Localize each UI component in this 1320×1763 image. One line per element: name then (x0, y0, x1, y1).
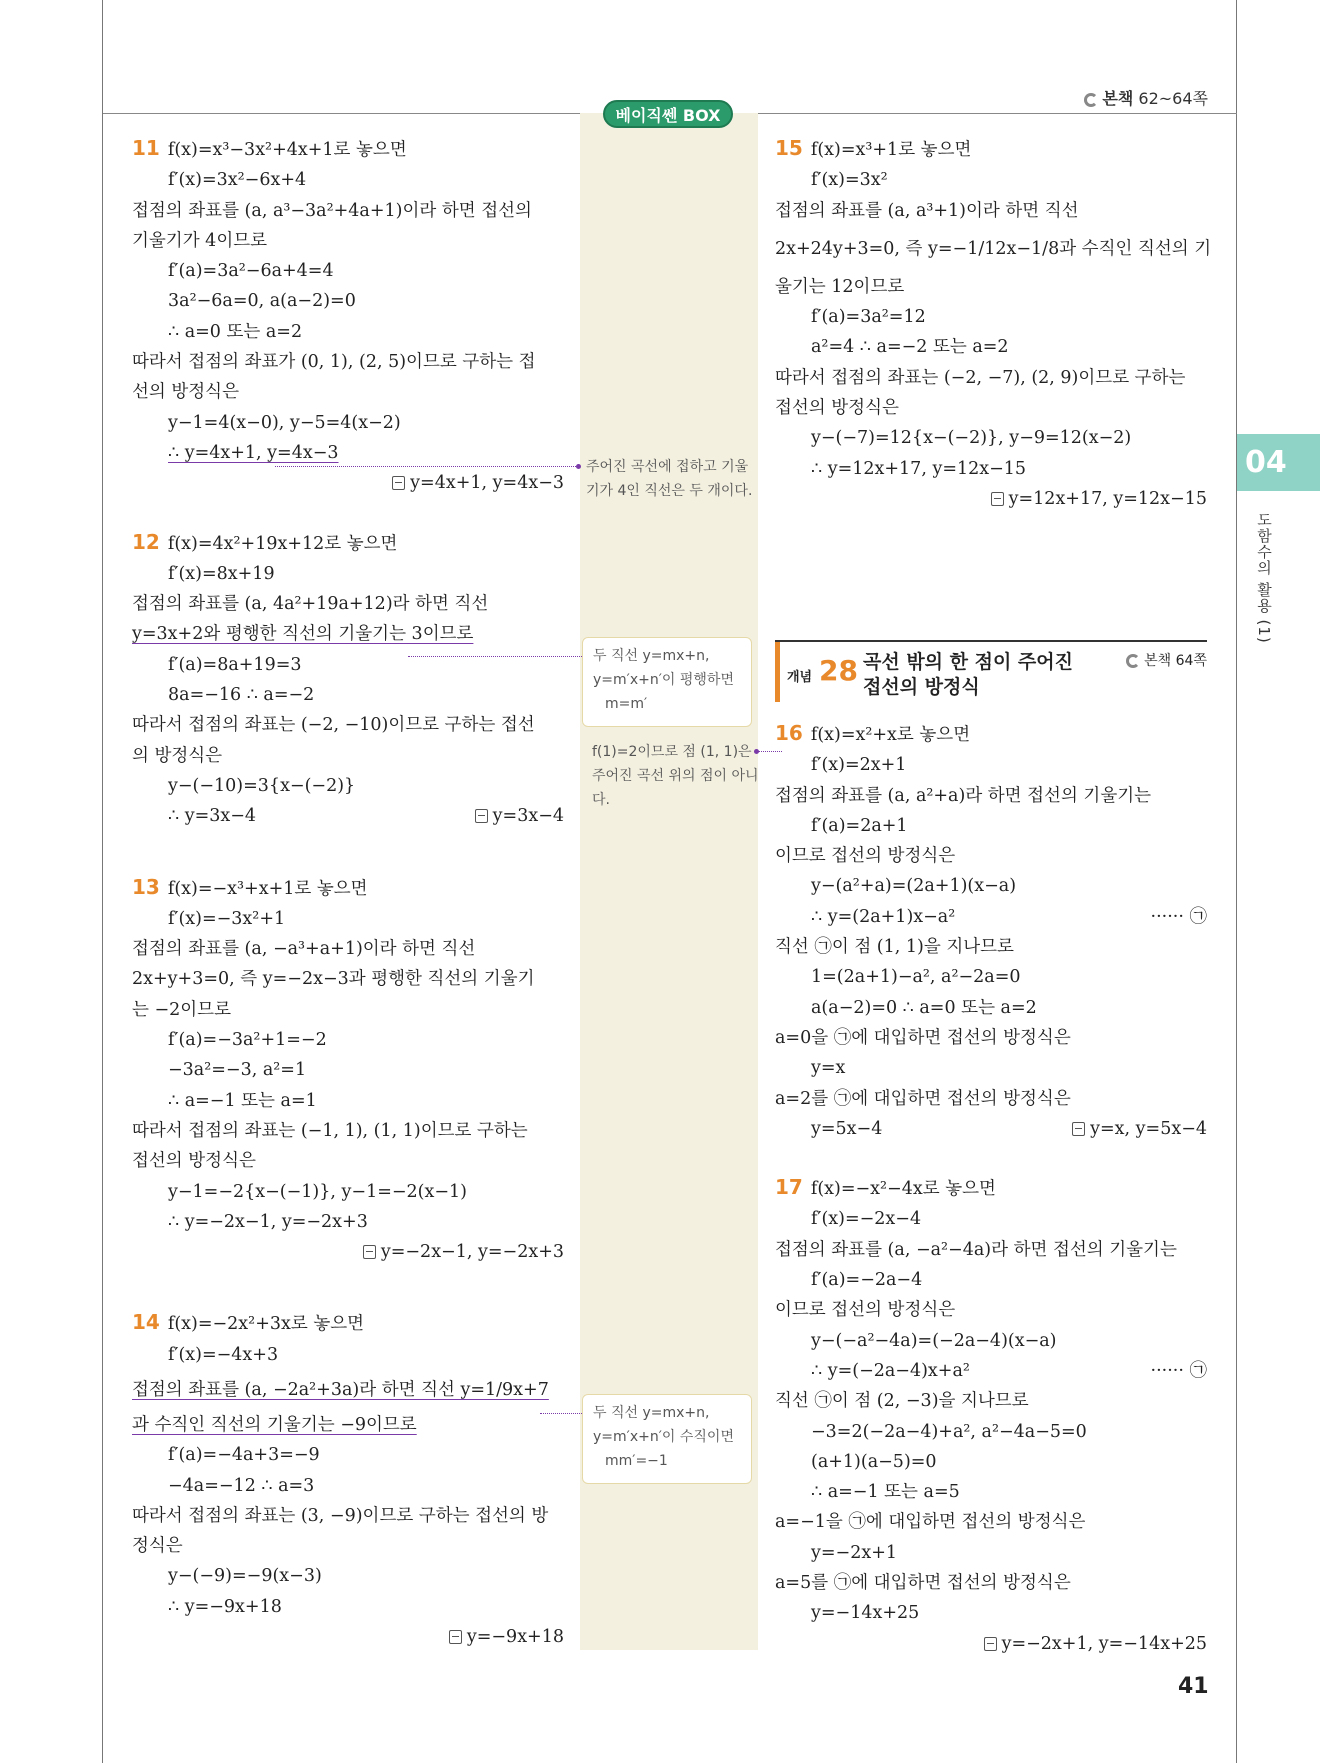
text-fragment: y=4x+1, y=4x−3 (410, 473, 564, 494)
answer-13 (132, 1237, 564, 1267)
solution-line: a=0을 ㉠에 대입하면 접선의 방정식은 (775, 1027, 1071, 1048)
text-fragment: y=m′x+n′이 수직이면 (593, 1429, 734, 1445)
concept-title (863, 650, 1073, 700)
solution-line (132, 133, 564, 165)
solution-line: 1=(2a+1)−a², a²−2a=0 (811, 967, 1021, 988)
solution-line: f′(x)=−3x²+1 (168, 908, 286, 929)
text-fragment: y=x, y=5x−4 (1090, 1118, 1207, 1139)
text-fragment: y=12x+17, y=12x−15 (1008, 488, 1207, 509)
text-fragment: y=3x−4 (492, 806, 564, 827)
equation-mark-2: ······ ㉠ (1150, 1360, 1207, 1381)
text-fragment: y=m′x+n′이 평행하면 (593, 672, 734, 688)
right-column-bottom (775, 718, 1207, 1659)
problem-number: 12 (132, 529, 160, 554)
solution-line: f′(a)=−3a²+1=−2 (168, 1030, 327, 1051)
solution-line: y−(a²+a)=(2a+1)(x−a) (811, 876, 1017, 897)
solution-line: y−1=−2{x−(−1)}, y−1=−2(x−1) (168, 1181, 467, 1202)
left-margin-line (102, 0, 103, 1763)
solution-line: (a+1)(a−5)=0 (811, 1451, 937, 1472)
solution-line (132, 527, 564, 559)
solution-line: a²=4 ∴ a=−2 또는 a=2 (811, 337, 1009, 358)
book-ref-icon (1084, 93, 1098, 107)
note-dot-1 (576, 464, 581, 469)
text-fragment: 과 수직인 직선의 기울기는 −9이므로 (132, 1414, 417, 1435)
text-fragment: y=−2x−1, y=−2x+3 (380, 1242, 564, 1263)
solution-line (775, 133, 1207, 165)
solution-line: y−(−10)=3{x−(−2)} (168, 775, 356, 796)
problem-number: 13 (132, 874, 160, 899)
text-fragment: m=m′ (605, 696, 648, 712)
problem-16 (775, 718, 1207, 1144)
solution-line: 이므로 접선의 방정식은 (775, 1300, 956, 1321)
answer-icon (449, 1630, 462, 1644)
solution-line: f′(x)=3x²−6x+4 (168, 170, 307, 191)
solution-line: ∴ a=0 또는 a=2 (168, 321, 303, 342)
note-connector-1 (275, 466, 578, 467)
solution-line: 직선 ㉠이 점 (1, 1)을 지나므로 (775, 937, 1014, 958)
text-fragment: 두 직선 y=mx+n, (593, 1405, 710, 1421)
text-fragment: 두 직선 y=mx+n, (593, 648, 710, 664)
answer-icon (475, 809, 488, 823)
solution-line: f′(a)=3a²−6a+4=4 (168, 261, 334, 282)
right-margin-line (1236, 0, 1237, 1763)
solution-line: f′(a)=−4a+3=−9 (168, 1445, 320, 1466)
book-ref-icon (1126, 654, 1140, 668)
solution-line: 접선의 방정식은 (132, 1151, 256, 1172)
solution-line: f′(x)=−4x+3 (168, 1344, 279, 1365)
solution-line: ∴ a=−1 또는 a=5 (811, 1482, 960, 1503)
solution-line: ∴ y=−9x+18 (168, 1596, 282, 1617)
solution-line: −3=2(−2a−4)+a², a²−4a−5=0 (811, 1421, 1087, 1442)
answer-17 (775, 1629, 1207, 1659)
solution-line: 직선 ㉠이 점 (2, −3)을 지나므로 (775, 1391, 1029, 1412)
equation-mark-1: ······ ㉠ (1150, 906, 1207, 927)
basic-box-title: 베이직쎈 BOX (603, 100, 733, 128)
solution-line (775, 718, 1207, 750)
solution-line: 접점의 좌표를 (a, a³+1)이라 하면 직선 (775, 200, 1079, 221)
solution-line: f′(x)=2x+1 (811, 755, 907, 776)
solution-line: 접점의 좌표를 (a, 4a²+19a+12)라 하면 직선 (132, 594, 489, 615)
solution-line: y−(−9)=−9(x−3) (168, 1566, 322, 1587)
solution-line: y=x (811, 1058, 846, 1079)
problem-number: 15 (775, 136, 803, 160)
solution-line (132, 801, 564, 831)
solution-line: 따라서 접점의 좌표는 (−2, −10)이므로 구하는 접선 (132, 715, 535, 736)
solution-line: 3a²−6a=0, a(a−2)=0 (168, 291, 356, 312)
problem-number: 14 (132, 1310, 160, 1335)
answer-12 (475, 801, 564, 831)
solution-line: f′(x)=8x+19 (168, 563, 275, 584)
solution-line: y−(−7)=12{x−(−2)}, y−9=12(x−2) (811, 428, 1132, 449)
text-fragment: 곡선 밖의 한 점이 주어진 (863, 651, 1073, 673)
text-fragment: y=−2x+1, y=−14x+25 (1001, 1633, 1207, 1654)
solution-line: −4a=−12 ∴ a=3 (168, 1475, 315, 1496)
solution-line: 선의 방정식은 (132, 382, 239, 403)
concept-28-header (775, 640, 1207, 700)
solution-line: y−1=4(x−0), y−5=4(x−2) (168, 412, 401, 433)
right-column-top (775, 133, 1212, 514)
solution-line: ∴ y=12x+17, y=12x−15 (811, 458, 1027, 479)
answer-icon (392, 476, 405, 490)
solution-line: 따라서 접점의 좌표는 (−2, −7), (2, 9)이므로 구하는 (775, 367, 1186, 388)
solution-line: 2x+y+3=0, 즉 y=−2x−3과 평행한 직선의 기울기 (132, 969, 535, 990)
text-fragment: ∴ y=(2a+1)x−a² (811, 906, 956, 927)
solution-line (775, 1114, 1207, 1144)
text-fragment: f(x)=x³+1로 놓으면 (810, 140, 972, 160)
problem-12 (132, 527, 564, 832)
solution-line: a=−1을 ㉠에 대입하면 접선의 방정식은 (775, 1512, 1086, 1533)
text-fragment: f(x)=−x²−4x로 놓으면 (810, 1179, 996, 1200)
solution-line: a=2를 ㉠에 대입하면 접선의 방정식은 (775, 1088, 1071, 1109)
solution-line: f′(a)=8a+19=3 (168, 654, 302, 675)
solution-line (775, 1172, 1207, 1204)
solution-line (132, 1307, 564, 1339)
solution-line: 8a=−16 ∴ a=−2 (168, 685, 315, 706)
text-fragment: ∴ y=(−2a−4)x+a² (811, 1360, 970, 1381)
note-perpendicular-lines (582, 1394, 752, 1484)
solution-line: 따라서 접점의 좌표는 (−1, 1), (1, 1)이므로 구하는 (132, 1120, 528, 1141)
solution-line: a(a−2)=0 ∴ a=0 또는 a=2 (811, 997, 1037, 1018)
text-fragment: 개념 (787, 670, 813, 685)
solution-line: −3a²=−3, a²=1 (168, 1060, 307, 1081)
solution-line: 2x+24y+3=0, 즉 y=−1/12x−1/8과 수직인 직선의 기 (775, 238, 1212, 259)
answer-14 (132, 1622, 564, 1652)
problem-number: 16 (775, 721, 803, 745)
solution-line (132, 1370, 564, 1410)
solution-line: 는 −2이므로 (132, 999, 231, 1020)
answer-icon (984, 1637, 997, 1651)
text-fragment: y=3x+2와 평행한 직선의 기울기는 3이므로 (132, 624, 474, 645)
text-fragment: 접선의 방정식 (863, 676, 980, 698)
answer-15 (775, 484, 1207, 514)
concept-number: 28 (819, 654, 858, 687)
answer-11 (132, 468, 564, 498)
concept-page-ref (1126, 650, 1207, 670)
solution-line (775, 902, 1207, 932)
solution-line: 접선의 방정식은 (775, 398, 899, 419)
solution-line: 따라서 접점의 좌표가 (0, 1), (2, 5)이므로 구하는 접 (132, 352, 536, 373)
note-connector-4 (540, 1413, 582, 1414)
solution-line: y=−14x+25 (811, 1603, 920, 1624)
solution-line: 따라서 접점의 좌표는 (3, −9)이므로 구하는 접선의 방 (132, 1505, 549, 1526)
text-fragment: mm′=−1 (605, 1453, 668, 1469)
text-fragment: 본책 64쪽 (1144, 653, 1207, 669)
solution-line: y=−2x+1 (811, 1542, 898, 1563)
header-page-reference (1084, 86, 1208, 109)
problem-14 (132, 1307, 564, 1652)
solution-line: 접점의 좌표를 (a, −a³+a+1)이라 하면 직선 (132, 939, 476, 960)
note-connector-2 (408, 656, 582, 657)
problem-17 (775, 1172, 1207, 1659)
solution-line (132, 1410, 564, 1440)
answer-icon (363, 1245, 376, 1259)
solution-line: 접점의 좌표를 (a, a³−3a²+4a+1)이라 하면 접선의 (132, 200, 532, 221)
text-fragment: f(x)=x²+x로 놓으면 (810, 725, 971, 745)
solution-line: 이므로 접선의 방정식은 (775, 846, 956, 867)
note-two-tangents: 주어진 곡선에 접하고 기울기가 4인 직선은 두 개이다. (586, 459, 753, 499)
text-fragment: f(x)=4x²+19x+12로 놓으면 (167, 533, 398, 554)
solution-line: 접점의 좌표를 (a, a²+a)라 하면 접선의 기울기는 (775, 785, 1152, 806)
solution-line: f′(a)=3a²=12 (811, 307, 926, 328)
solution-line: f′(a)=−2a−4 (811, 1270, 923, 1291)
text-fragment: ∴ y=4x+1, y=4x−3 (168, 442, 339, 463)
page-number: 41 (1178, 1674, 1209, 1699)
solution-line: f′(a)=2a+1 (811, 815, 908, 836)
solution-line: y−(−a²−4a)=(−2a−4)(x−a) (811, 1330, 1057, 1351)
solution-line: ∴ y=−2x−1, y=−2x+3 (168, 1211, 368, 1232)
answer-icon (1072, 1122, 1085, 1136)
solution-line: 의 방정식은 (132, 745, 223, 766)
solution-line: 울기는 12이므로 (775, 276, 905, 297)
concept-accent-bar (775, 642, 780, 702)
problem-number: 17 (775, 1175, 803, 1200)
solution-line: ∴ a=−1 또는 a=1 (168, 1090, 317, 1111)
note-point-not-on-curve: f(1)=2이므로 점 (1, 1)은 주어진 곡선 위의 점이 아니다. (592, 744, 759, 808)
text-fragment: 본책 (1102, 89, 1134, 108)
text-fragment: y=5x−4 (811, 1118, 883, 1139)
chapter-side-title: 도함수의 활용 (1) (1255, 512, 1273, 644)
note-parallel-lines (582, 637, 752, 727)
answer-icon (991, 492, 1004, 506)
answer-16 (1072, 1114, 1207, 1144)
solution-line: 접점의 좌표를 (a, −a²−4a)라 하면 접선의 기울기는 (775, 1239, 1177, 1260)
text-fragment: f(x)=−x³+x+1로 놓으면 (167, 878, 368, 899)
left-column (132, 133, 564, 1652)
problem-15 (775, 133, 1212, 514)
solution-line: f′(x)=−2x−4 (811, 1209, 922, 1230)
text-fragment: f(x)=x³−3x²+4x+1로 놓으면 (167, 140, 407, 160)
solution-line (132, 619, 564, 649)
problem-13 (132, 872, 564, 1268)
text-fragment: f(x)=−2x²+3x로 놓으면 (167, 1314, 365, 1335)
problem-11 (132, 133, 564, 499)
solution-line: 정식은 (132, 1536, 183, 1557)
note-dot-3 (754, 749, 759, 754)
solution-line: 기울기가 4이므로 (132, 230, 268, 251)
text-fragment: y=−9x+18 (466, 1627, 564, 1648)
solution-line (775, 1356, 1207, 1386)
solution-line (132, 872, 564, 904)
text-fragment: 접점의 좌표를 (a, −2a²+3a)라 하면 직선 y=1/9x+7 (132, 1379, 549, 1400)
text-fragment: 62~64쪽 (1138, 89, 1208, 108)
text-fragment: ∴ y=3x−4 (168, 806, 257, 827)
solution-line (132, 438, 564, 468)
problem-number: 11 (132, 136, 160, 160)
chapter-tab[interactable]: 04 (1237, 434, 1320, 491)
solution-line: f′(x)=3x² (811, 170, 888, 191)
solution-line: a=5를 ㉠에 대입하면 접선의 방정식은 (775, 1573, 1071, 1594)
